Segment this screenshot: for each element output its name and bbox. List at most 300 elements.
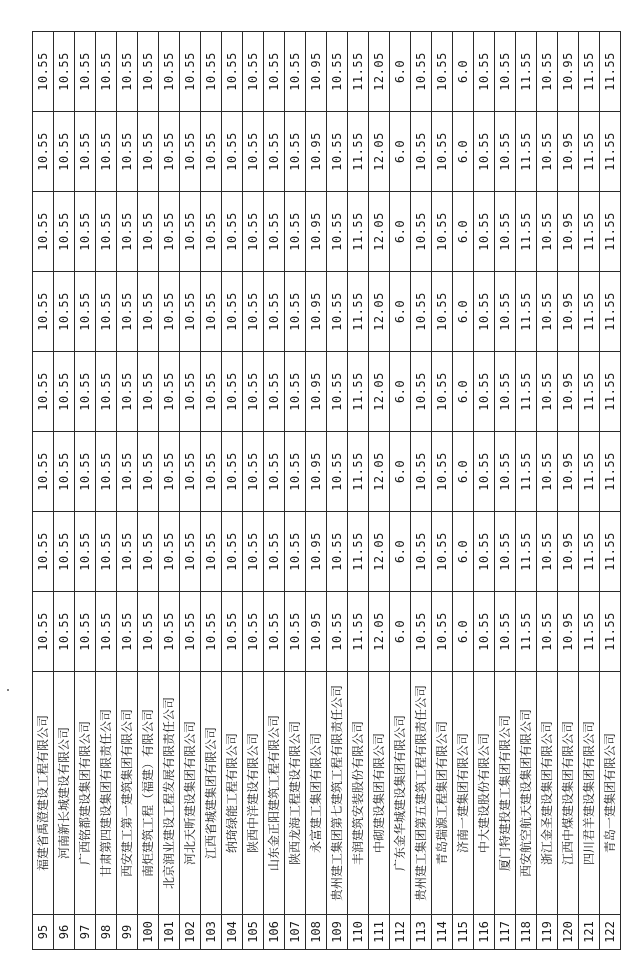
score-cell: 11.55 (348, 272, 369, 352)
score-cell: 10.55 (117, 592, 138, 672)
score-cell: 11.55 (516, 112, 537, 192)
score-cell: 10.95 (306, 352, 327, 432)
score-cell: 6.0 (390, 512, 411, 592)
table-row (138, 32, 159, 950)
score-cell: 10.55 (285, 192, 306, 272)
score-cell: 6.0 (390, 432, 411, 512)
score-cell: 11.55 (516, 512, 537, 592)
row-number: 98 (96, 915, 117, 950)
table-row (75, 32, 96, 950)
score-cell: 11.55 (348, 32, 369, 112)
score-cell: 10.95 (558, 32, 579, 112)
score-cell: 6.0 (453, 32, 474, 112)
table-row (453, 32, 474, 950)
score-cell: 10.55 (33, 272, 54, 352)
company-name: 四川君羊建设集团有限公司 (579, 672, 600, 915)
score-cell: 11.55 (600, 432, 621, 512)
score-cell: 10.55 (117, 32, 138, 112)
company-name: 纳琦绿能工程有限公司 (222, 672, 243, 915)
score-cell: 10.55 (474, 112, 495, 192)
score-cell: 10.55 (243, 432, 264, 512)
score-cell: 10.55 (222, 592, 243, 672)
score-cell: 10.55 (54, 32, 75, 112)
table-row (222, 32, 243, 950)
score-cell: 10.55 (411, 32, 432, 112)
row-number: 112 (390, 915, 411, 950)
score-cell: 10.55 (75, 32, 96, 112)
table-row (96, 32, 117, 950)
score-cell: 10.55 (432, 112, 453, 192)
score-cell: 10.55 (327, 32, 348, 112)
score-cell: 10.55 (432, 32, 453, 112)
score-cell: 10.55 (96, 272, 117, 352)
score-cell: 10.95 (306, 192, 327, 272)
score-cell: 10.55 (432, 352, 453, 432)
score-cell: 10.55 (180, 192, 201, 272)
score-cell: 10.55 (201, 32, 222, 112)
company-name: 广西铭都建设集团有限公司 (75, 672, 96, 915)
score-cell: 12.05 (369, 272, 390, 352)
score-cell: 10.55 (285, 432, 306, 512)
row-number: 104 (222, 915, 243, 950)
score-cell: 10.55 (243, 112, 264, 192)
score-cell: 10.55 (159, 512, 180, 592)
score-cell: 11.55 (516, 32, 537, 112)
company-name: 江西省城建集团有限公司 (201, 672, 222, 915)
company-name: 青岛一建集团有限公司 (600, 672, 621, 915)
score-cell: 10.55 (96, 352, 117, 432)
company-name: 贵州建工集团第五建筑工程有限责任公司 (411, 672, 432, 915)
score-cell: 10.55 (264, 272, 285, 352)
company-name: 丰润建筑安装股份有限公司 (348, 672, 369, 915)
score-cell: 10.55 (138, 272, 159, 352)
score-cell: 11.55 (600, 112, 621, 192)
company-name: 江西中煤建设集团有限公司 (558, 672, 579, 915)
score-cell: 10.55 (537, 432, 558, 512)
score-cell: 6.0 (390, 32, 411, 112)
score-cell: 10.55 (180, 512, 201, 592)
score-cell: 10.55 (75, 432, 96, 512)
score-cell: 10.95 (558, 432, 579, 512)
score-cell: 10.55 (75, 512, 96, 592)
score-cell: 10.55 (495, 192, 516, 272)
score-cell: 10.55 (264, 592, 285, 672)
table-row (201, 32, 222, 950)
score-cell: 10.95 (558, 512, 579, 592)
score-cell: 11.55 (579, 112, 600, 192)
score-cell: 10.55 (327, 512, 348, 592)
score-cell: 10.95 (306, 272, 327, 352)
score-cell: 10.55 (54, 592, 75, 672)
score-cell: 10.55 (201, 192, 222, 272)
score-cell: 10.55 (180, 352, 201, 432)
score-cell: 12.05 (369, 432, 390, 512)
score-cell: 6.0 (390, 112, 411, 192)
score-cell: 10.55 (264, 352, 285, 432)
score-cell: 10.55 (201, 432, 222, 512)
score-cell: 12.05 (369, 112, 390, 192)
score-cell: 10.55 (495, 512, 516, 592)
score-cell: 10.55 (159, 432, 180, 512)
score-cell: 10.55 (474, 352, 495, 432)
score-cell: 10.55 (222, 512, 243, 592)
score-cell: 11.55 (600, 192, 621, 272)
table-row (159, 32, 180, 950)
company-name: 中砌建设集团有限公司 (369, 672, 390, 915)
row-number: 117 (495, 915, 516, 950)
score-cell: 10.55 (537, 352, 558, 432)
row-number: 97 (75, 915, 96, 950)
score-cell: 10.55 (138, 512, 159, 592)
company-name: 福建省禹澄建设工程有限公司 (33, 672, 54, 915)
score-cell: 10.95 (306, 592, 327, 672)
score-cell: 10.55 (537, 32, 558, 112)
score-cell: 10.55 (117, 272, 138, 352)
score-cell: 10.55 (264, 432, 285, 512)
score-cell: 10.55 (201, 112, 222, 192)
score-cell: 10.55 (117, 512, 138, 592)
row-number: 113 (411, 915, 432, 950)
score-cell: 10.55 (33, 192, 54, 272)
score-cell: 10.55 (33, 352, 54, 432)
score-cell: 10.55 (96, 512, 117, 592)
company-name: 永富建工集团有限公司 (306, 672, 327, 915)
score-cell: 10.55 (54, 272, 75, 352)
score-cell: 10.55 (537, 192, 558, 272)
score-cell: 12.05 (369, 512, 390, 592)
score-cell: 10.55 (138, 192, 159, 272)
score-cell: 10.55 (222, 112, 243, 192)
score-cell: 11.55 (600, 32, 621, 112)
score-cell: 6.0 (453, 112, 474, 192)
row-number: 121 (579, 915, 600, 950)
score-cell: 10.55 (243, 32, 264, 112)
score-cell: 10.95 (306, 112, 327, 192)
row-number: 107 (285, 915, 306, 950)
score-cell: 10.55 (432, 272, 453, 352)
table-row (369, 32, 390, 950)
scan-speck (7, 689, 9, 691)
score-cell: 10.55 (411, 192, 432, 272)
score-cell: 10.55 (33, 32, 54, 112)
row-number: 111 (369, 915, 390, 950)
score-cell: 11.55 (579, 432, 600, 512)
score-cell: 11.55 (600, 512, 621, 592)
score-cell: 10.55 (117, 352, 138, 432)
company-name: 中大建设股份有限公司 (474, 672, 495, 915)
row-number: 114 (432, 915, 453, 950)
score-cell: 11.55 (579, 352, 600, 432)
score-cell: 10.55 (432, 512, 453, 592)
score-table (32, 31, 621, 950)
table-row (54, 32, 75, 950)
score-cell: 10.55 (411, 112, 432, 192)
row-number: 105 (243, 915, 264, 950)
table-row (243, 32, 264, 950)
score-cell: 10.55 (96, 112, 117, 192)
score-cell: 10.55 (159, 272, 180, 352)
row-number: 120 (558, 915, 579, 950)
row-number: 102 (180, 915, 201, 950)
table-row (117, 32, 138, 950)
table-row (432, 32, 453, 950)
score-cell: 10.55 (285, 32, 306, 112)
company-name: 济南一建集团有限公司 (453, 672, 474, 915)
score-cell: 10.55 (327, 192, 348, 272)
score-cell: 10.55 (285, 112, 306, 192)
table-row (327, 32, 348, 950)
score-cell: 11.55 (516, 352, 537, 432)
company-name: 北京润业建设工程发展有限责任公司 (159, 672, 180, 915)
table-row (537, 32, 558, 950)
score-cell: 10.55 (222, 32, 243, 112)
score-cell: 10.55 (537, 272, 558, 352)
score-cell: 10.55 (180, 592, 201, 672)
score-cell: 10.55 (117, 112, 138, 192)
score-cell: 10.55 (327, 592, 348, 672)
score-cell: 6.0 (390, 272, 411, 352)
company-name: 厦门特建投建工集团有限公司 (495, 672, 516, 915)
score-cell: 10.55 (243, 512, 264, 592)
row-number: 100 (138, 915, 159, 950)
score-cell: 10.95 (558, 192, 579, 272)
score-cell: 10.55 (495, 352, 516, 432)
score-cell: 10.55 (411, 272, 432, 352)
score-cell: 11.55 (579, 32, 600, 112)
score-cell: 10.55 (264, 112, 285, 192)
score-cell: 10.55 (474, 432, 495, 512)
score-cell: 10.55 (33, 592, 54, 672)
company-name: 河南新长城建设有限公司 (54, 672, 75, 915)
score-cell: 10.55 (138, 592, 159, 672)
rotated-page (32, 52, 617, 950)
score-cell: 11.55 (516, 272, 537, 352)
score-cell: 10.55 (537, 112, 558, 192)
score-cell: 10.55 (495, 592, 516, 672)
row-number: 103 (201, 915, 222, 950)
company-name: 南炬建筑工程（福建）有限公司 (138, 672, 159, 915)
score-cell: 10.55 (159, 112, 180, 192)
row-number: 96 (54, 915, 75, 950)
score-cell: 10.55 (33, 512, 54, 592)
score-cell: 11.55 (600, 592, 621, 672)
score-cell: 10.55 (285, 592, 306, 672)
company-name: 浙江金圣建设集团有限公司 (537, 672, 558, 915)
score-cell: 10.55 (201, 592, 222, 672)
score-cell: 12.05 (369, 592, 390, 672)
score-cell: 10.55 (159, 32, 180, 112)
company-name: 西安建工第一建筑集团有限公司 (117, 672, 138, 915)
row-number: 101 (159, 915, 180, 950)
score-cell: 10.55 (75, 112, 96, 192)
row-number: 95 (33, 915, 54, 950)
score-cell: 10.95 (306, 512, 327, 592)
score-cell: 10.55 (285, 352, 306, 432)
score-cell: 10.55 (222, 352, 243, 432)
score-cell: 10.55 (201, 352, 222, 432)
score-cell: 10.55 (474, 32, 495, 112)
score-cell: 10.55 (180, 32, 201, 112)
score-cell: 10.95 (558, 352, 579, 432)
score-cell: 10.55 (138, 352, 159, 432)
table-row (390, 32, 411, 950)
score-cell: 10.55 (201, 512, 222, 592)
score-cell: 10.55 (411, 352, 432, 432)
score-cell: 10.55 (54, 512, 75, 592)
table-row (348, 32, 369, 950)
score-cell: 10.55 (285, 512, 306, 592)
table-row (33, 32, 54, 950)
table-row (180, 32, 201, 950)
score-cell: 10.55 (432, 592, 453, 672)
score-cell: 10.95 (558, 112, 579, 192)
table-row (495, 32, 516, 950)
score-cell: 11.55 (516, 592, 537, 672)
score-cell: 10.55 (495, 32, 516, 112)
score-cell: 10.55 (117, 192, 138, 272)
table-row (411, 32, 432, 950)
score-cell: 10.55 (243, 192, 264, 272)
score-cell: 10.55 (96, 32, 117, 112)
score-cell: 10.55 (222, 272, 243, 352)
score-cell: 10.55 (180, 112, 201, 192)
score-cell: 10.55 (138, 112, 159, 192)
score-cell: 10.55 (411, 432, 432, 512)
score-cell: 10.55 (33, 432, 54, 512)
score-cell: 10.55 (54, 192, 75, 272)
score-cell: 10.55 (432, 192, 453, 272)
company-name: 陕西龙海工程建设有限公司 (285, 672, 306, 915)
score-cell: 12.05 (369, 352, 390, 432)
score-cell: 10.95 (558, 272, 579, 352)
score-cell: 10.55 (327, 272, 348, 352)
score-cell: 10.55 (75, 352, 96, 432)
row-number: 119 (537, 915, 558, 950)
score-cell: 10.55 (264, 32, 285, 112)
row-number: 106 (264, 915, 285, 950)
score-cell: 10.95 (558, 592, 579, 672)
table-row (600, 32, 621, 950)
score-cell: 11.55 (579, 272, 600, 352)
company-name: 陕西中洋建设有限公司 (243, 672, 264, 915)
company-name: 山东金正阳建筑工程有限公司 (264, 672, 285, 915)
score-cell: 10.55 (96, 192, 117, 272)
score-cell: 11.55 (600, 352, 621, 432)
score-cell: 6.0 (453, 432, 474, 512)
score-cell: 10.55 (474, 512, 495, 592)
score-cell: 11.55 (348, 432, 369, 512)
row-number: 109 (327, 915, 348, 950)
table-row (474, 32, 495, 950)
score-cell: 10.55 (96, 432, 117, 512)
score-cell: 6.0 (453, 512, 474, 592)
score-table-body (33, 32, 621, 950)
score-cell: 6.0 (453, 192, 474, 272)
score-cell: 10.55 (411, 512, 432, 592)
table-row (558, 32, 579, 950)
score-cell: 10.55 (159, 352, 180, 432)
row-number: 108 (306, 915, 327, 950)
score-cell: 10.55 (54, 112, 75, 192)
score-cell: 10.55 (327, 112, 348, 192)
score-cell: 10.55 (327, 432, 348, 512)
score-cell: 6.0 (390, 352, 411, 432)
score-cell: 10.55 (96, 592, 117, 672)
table-row (285, 32, 306, 950)
table-row (264, 32, 285, 950)
score-cell: 6.0 (453, 592, 474, 672)
score-cell: 11.55 (516, 432, 537, 512)
row-number: 116 (474, 915, 495, 950)
company-name: 贵州建工集团第七建筑工程有限责任公司 (327, 672, 348, 915)
score-cell: 6.0 (453, 272, 474, 352)
score-cell: 10.55 (138, 432, 159, 512)
score-cell: 10.55 (222, 432, 243, 512)
score-cell: 6.0 (390, 192, 411, 272)
score-cell: 10.55 (33, 112, 54, 192)
score-cell: 11.55 (516, 192, 537, 272)
score-cell: 10.55 (54, 352, 75, 432)
score-cell: 10.55 (264, 512, 285, 592)
score-cell: 10.55 (264, 192, 285, 272)
score-cell: 10.55 (180, 432, 201, 512)
score-cell: 6.0 (390, 592, 411, 672)
score-cell: 11.55 (348, 592, 369, 672)
row-number: 110 (348, 915, 369, 950)
score-cell: 10.55 (495, 272, 516, 352)
score-cell: 10.55 (327, 352, 348, 432)
score-cell: 10.55 (285, 272, 306, 352)
table-row (306, 32, 327, 950)
score-cell: 11.55 (579, 512, 600, 592)
score-cell: 12.05 (369, 192, 390, 272)
score-cell: 10.95 (306, 432, 327, 512)
score-cell: 10.95 (306, 32, 327, 112)
score-cell: 10.55 (432, 432, 453, 512)
score-cell: 6.0 (453, 352, 474, 432)
score-cell: 11.55 (579, 192, 600, 272)
score-cell: 10.55 (54, 432, 75, 512)
score-cell: 10.55 (474, 272, 495, 352)
score-cell: 11.55 (579, 592, 600, 672)
score-cell: 11.55 (348, 512, 369, 592)
score-cell: 10.55 (159, 592, 180, 672)
score-cell: 11.55 (348, 112, 369, 192)
row-number: 118 (516, 915, 537, 950)
table-row (516, 32, 537, 950)
score-cell: 11.55 (348, 192, 369, 272)
score-cell: 10.55 (75, 272, 96, 352)
score-cell: 11.55 (348, 352, 369, 432)
score-cell: 11.55 (600, 272, 621, 352)
score-cell: 10.55 (117, 432, 138, 512)
score-cell: 10.55 (537, 512, 558, 592)
row-number: 122 (600, 915, 621, 950)
score-cell: 10.55 (159, 192, 180, 272)
score-cell: 10.55 (495, 112, 516, 192)
score-cell: 10.55 (474, 592, 495, 672)
score-cell: 12.05 (369, 32, 390, 112)
score-cell: 10.55 (75, 192, 96, 272)
score-cell: 10.55 (537, 592, 558, 672)
company-name: 西安航空航天建设集团有限公司 (516, 672, 537, 915)
company-name: 广东金华城建设集团有限公司 (390, 672, 411, 915)
score-cell: 10.55 (243, 272, 264, 352)
row-number: 99 (117, 915, 138, 950)
company-name: 河北天昕建设集团有限公司 (180, 672, 201, 915)
score-cell: 10.55 (243, 352, 264, 432)
company-name: 青岛瑞源工程集团有限公司 (432, 672, 453, 915)
